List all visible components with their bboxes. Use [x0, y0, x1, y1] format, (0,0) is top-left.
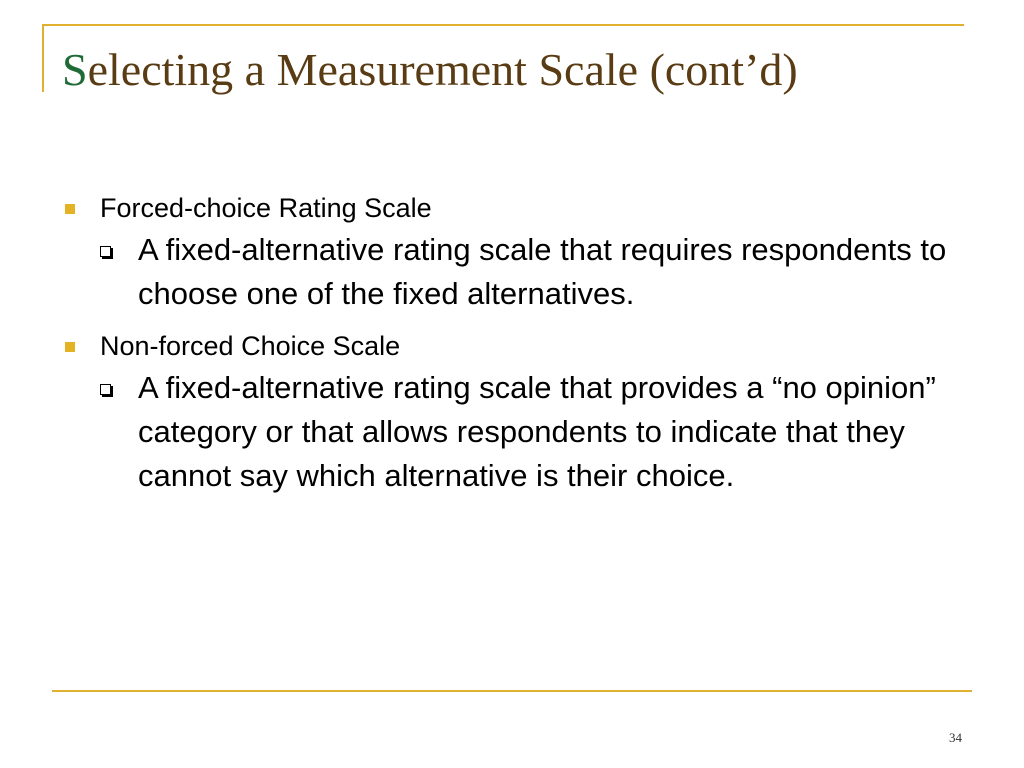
hollow-square-bullet-icon	[100, 384, 111, 395]
sub-bullet-text: A fixed-alternative rating scale that requires respondents to choose one of the fixed alternatives.	[138, 232, 947, 311]
title-frame-left-rule	[42, 24, 44, 92]
sub-bullet-item	[62, 366, 972, 498]
title-frame-top-rule	[42, 24, 964, 26]
bullet-text: Non-forced Choice Scale	[100, 331, 401, 361]
title-initial: S	[62, 44, 88, 95]
slide-content	[62, 188, 972, 508]
bullet-item	[62, 188, 972, 228]
title-text: electing a Measurement Scale (cont’d)	[87, 44, 798, 95]
bullet-item	[62, 326, 972, 366]
slide-title	[62, 30, 798, 110]
bullet-text: Forced-choice Rating Scale	[100, 193, 432, 223]
page-number: 34	[949, 730, 962, 745]
square-bullet-icon	[65, 342, 75, 352]
square-bullet-icon	[65, 204, 75, 214]
footer-divider	[52, 690, 972, 692]
sub-bullet-item	[62, 228, 972, 316]
sub-bullet-text: A fixed-alternative rating scale that provides a “no opinion” category or that allows respondents to indicate that they cannot say which alternative is their choice.	[138, 370, 936, 493]
hollow-square-bullet-icon	[100, 246, 111, 257]
